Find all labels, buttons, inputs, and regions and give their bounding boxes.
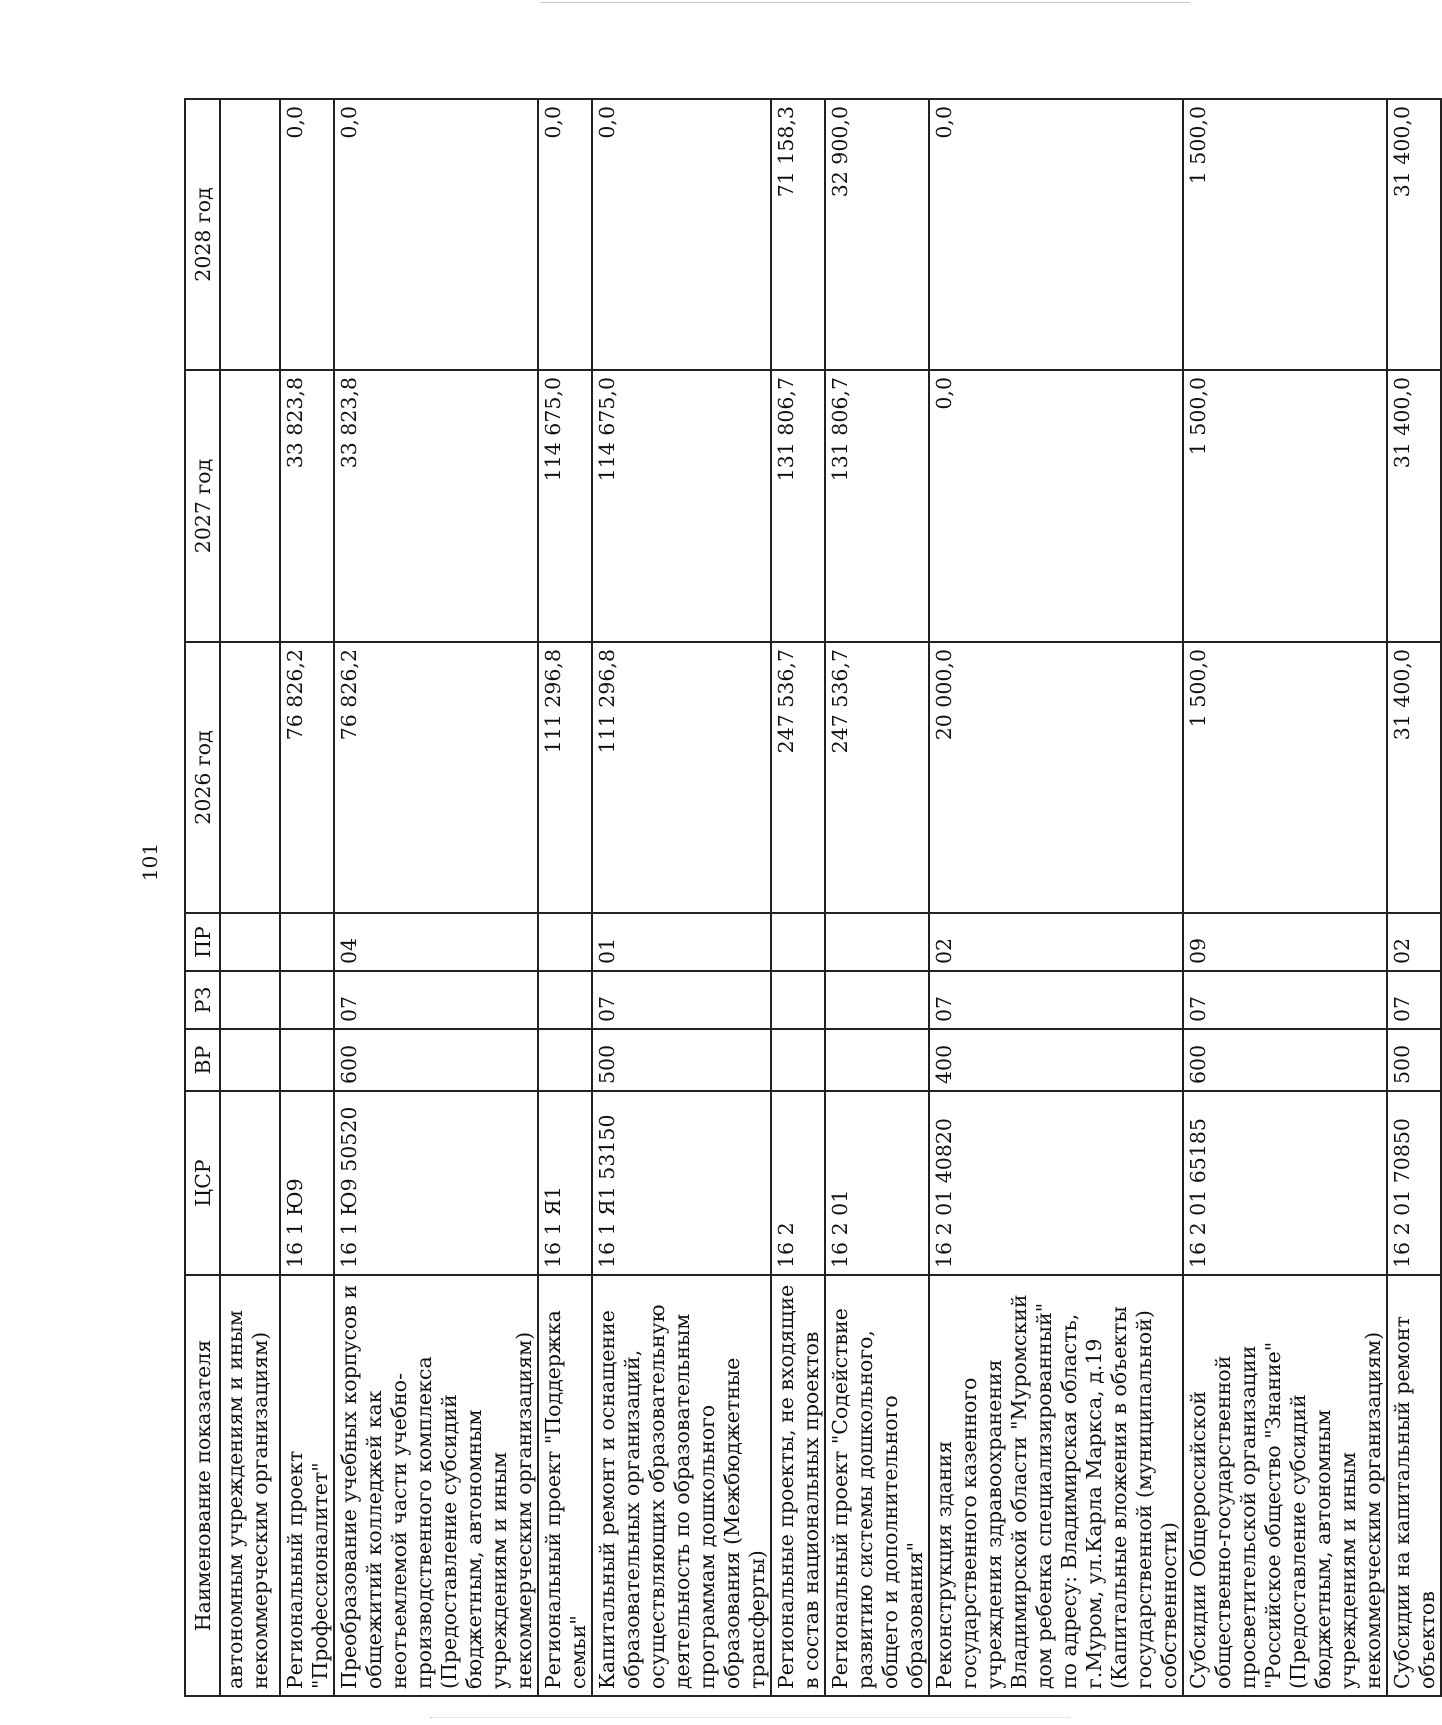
cell-rz: 07 <box>929 971 1183 1029</box>
cell-vr: 600 <box>334 1029 538 1091</box>
cell-2027: 131 806,7 <box>825 370 929 642</box>
cell-pr <box>825 913 929 971</box>
cell-name: Региональный проект "Профессионалитет" <box>280 1275 334 1696</box>
cell-vr: 500 <box>1387 1029 1441 1091</box>
cell-2026: 31 400,0 <box>1387 642 1441 913</box>
cell-2028: 32 900,0 <box>825 99 929 370</box>
table-row <box>1183 99 1387 1696</box>
cell-pr: 02 <box>1387 913 1441 971</box>
header-vr: ВР <box>185 1029 220 1091</box>
cell-csr: 16 2 01 70850 <box>1387 1091 1441 1275</box>
cell-2028 <box>220 99 280 370</box>
cell-csr <box>220 1091 280 1275</box>
cell-csr: 16 2 01 <box>825 1091 929 1275</box>
cell-2027: 33 823,8 <box>334 370 538 642</box>
cell-2028: 0,0 <box>334 99 538 370</box>
budget-table <box>184 98 1442 1697</box>
cell-2027: 131 806,7 <box>771 370 825 642</box>
table-row <box>1387 99 1441 1696</box>
table-row <box>825 99 929 1696</box>
cell-rz <box>771 971 825 1029</box>
cell-pr: 01 <box>592 913 771 971</box>
cell-2028: 31 400,0 <box>1387 99 1441 370</box>
cell-2028: 0,0 <box>538 99 592 370</box>
header-csr: ЦСР <box>185 1091 220 1275</box>
table-row <box>592 99 771 1696</box>
cell-2028: 0,0 <box>592 99 771 370</box>
cell-vr <box>538 1029 592 1091</box>
cell-name: автономным учреждениям и иным некоммерческим организациям) <box>220 1275 280 1696</box>
cell-csr: 16 1 Я1 <box>538 1091 592 1275</box>
cell-pr <box>220 913 280 971</box>
cell-name: Преобразование учебных корпусов и общежитий колледжей как неотъемлемой части учебно-производственного комплекса (Предоставление субсидий бюджетным, автономным учреждениям и иным некоммерческим организациям) <box>334 1275 538 1696</box>
rotated-page-content <box>184 100 1439 1697</box>
cell-vr <box>220 1029 280 1091</box>
cell-name: Региональный проект "Содействие развитию системы дошкольного, общего и дополнительного образования" <box>825 1275 929 1696</box>
cell-vr <box>771 1029 825 1091</box>
cell-2026: 247 536,7 <box>825 642 929 913</box>
table-row <box>538 99 592 1696</box>
cell-2028: 1 500,0 <box>1183 99 1387 370</box>
cell-2027: 0,0 <box>929 370 1183 642</box>
cell-rz: 07 <box>1183 971 1387 1029</box>
cell-name: Реконструкция здания государственного казенного учреждения здравоохранения Владимирской области "Муромский дом ребенка специализированный" по адресу: Владимирская область, г.Муром, ул.Карла Маркса, д.19 (Капитальные вложения в объекты государственной (муниципальной) собственности) <box>929 1275 1183 1696</box>
cell-vr: 400 <box>929 1029 1183 1091</box>
cell-rz: 07 <box>334 971 538 1029</box>
header-pr: ПР <box>185 913 220 971</box>
cell-vr: 600 <box>1183 1029 1387 1091</box>
cell-2026: 1 500,0 <box>1183 642 1387 913</box>
cell-2027: 31 400,0 <box>1387 370 1441 642</box>
table-row <box>280 99 334 1696</box>
cell-pr <box>538 913 592 971</box>
cell-pr: 09 <box>1183 913 1387 971</box>
cell-csr: 16 1 Я1 53150 <box>592 1091 771 1275</box>
header-rz: РЗ <box>185 971 220 1029</box>
cell-2027: 114 675,0 <box>538 370 592 642</box>
cell-2028: 71 158,3 <box>771 99 825 370</box>
cell-2026: 247 536,7 <box>771 642 825 913</box>
table-row <box>220 99 280 1696</box>
cell-2026: 20 000,0 <box>929 642 1183 913</box>
cell-vr <box>825 1029 929 1091</box>
cell-csr: 16 2 01 65185 <box>1183 1091 1387 1275</box>
cell-name: Субсидии Общероссийской общественно-государственной просветительской организации "Российское общество "Знание" (Предоставление субсидий бюджетным, автономным учреждениям и иным некоммерческим организациям) <box>1183 1275 1387 1696</box>
cell-rz: 07 <box>592 971 771 1029</box>
cell-2028: 0,0 <box>929 99 1183 370</box>
page-number: 101 <box>138 842 162 882</box>
cell-vr: 500 <box>592 1029 771 1091</box>
header-2026: 2026 год <box>185 642 220 913</box>
cell-csr: 16 2 01 40820 <box>929 1091 1183 1275</box>
table-row <box>771 99 825 1696</box>
cell-2027 <box>220 370 280 642</box>
header-2027: 2027 год <box>185 370 220 642</box>
table-row <box>929 99 1183 1696</box>
cell-vr <box>280 1029 334 1091</box>
cell-rz: 07 <box>1387 971 1441 1029</box>
cell-name: Субсидии на капитальный ремонт объектов <box>1387 1275 1441 1696</box>
table-row <box>334 99 538 1696</box>
cell-2026: 111 296,8 <box>592 642 771 913</box>
cell-rz <box>280 971 334 1029</box>
cell-2026: 76 826,2 <box>334 642 538 913</box>
cell-rz <box>220 971 280 1029</box>
cell-pr: 02 <box>929 913 1183 971</box>
cell-2026: 111 296,8 <box>538 642 592 913</box>
cell-2027: 33 823,8 <box>280 370 334 642</box>
cell-2028: 0,0 <box>280 99 334 370</box>
cell-rz <box>538 971 592 1029</box>
cell-pr <box>771 913 825 971</box>
table-header-row <box>185 99 220 1696</box>
scan-artifact-top <box>540 2 1190 3</box>
cell-pr <box>280 913 334 971</box>
cell-pr: 04 <box>334 913 538 971</box>
cell-2027: 1 500,0 <box>1183 370 1387 642</box>
cell-2026 <box>220 642 280 913</box>
header-name: Наименование показателя <box>185 1275 220 1696</box>
cell-name: Региональные проекты, не входящие в состав национальных проектов <box>771 1275 825 1696</box>
cell-csr: 16 1 Ю9 50520 <box>334 1091 538 1275</box>
cell-2027: 114 675,0 <box>592 370 771 642</box>
cell-name: Региональный проект "Поддержка семьи" <box>538 1275 592 1696</box>
cell-csr: 16 1 Ю9 <box>280 1091 334 1275</box>
cell-csr: 16 2 <box>771 1091 825 1275</box>
cell-name: Капитальный ремонт и оснащение образовательных организаций, осуществляющих образовательную деятельность по образовательным программам дошкольного образования (Межбюджетные трансферты) <box>592 1275 771 1696</box>
header-2028: 2028 год <box>185 99 220 370</box>
cell-rz <box>825 971 929 1029</box>
scan-artifact-bottom <box>430 1717 1070 1718</box>
cell-2026: 76 826,2 <box>280 642 334 913</box>
